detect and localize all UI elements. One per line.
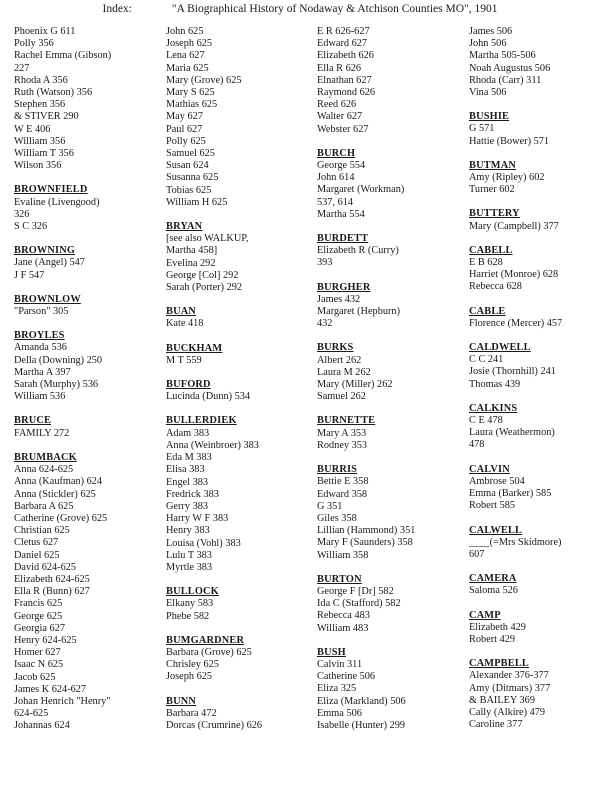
index-entry: David 624-625 xyxy=(14,561,77,573)
surname-heading: CAMP xyxy=(469,609,501,621)
index-entry: ____(=Mrs Skidmore) xyxy=(469,536,562,548)
surname-heading: BUNN xyxy=(166,695,196,707)
section-gap xyxy=(469,99,562,111)
surname-heading: CAMPBELL xyxy=(469,658,529,670)
index-entry: Josie (Thornhill) 241 xyxy=(469,366,556,378)
index-entry: William 358 xyxy=(317,549,369,561)
index-entry: 624-625 xyxy=(14,708,49,720)
index-entry: Lucinda (Dunn) 534 xyxy=(166,391,251,403)
section-gap xyxy=(317,452,415,464)
index-entry: Hattie (Bower) 571 xyxy=(469,135,550,147)
index-entry: Fredrick 383 xyxy=(166,488,219,500)
index-entry: Paul 627 xyxy=(166,123,203,135)
index-entry: Ella R (Bunn) 627 xyxy=(14,586,90,598)
surname-heading: BUTTERY xyxy=(469,208,520,220)
index-entry: Rodney 353 xyxy=(317,439,368,451)
index-entry: Tobias 625 xyxy=(166,184,212,196)
index-entry: Engel 383 xyxy=(166,476,209,488)
index-entry: Mary A 353 xyxy=(317,427,367,439)
index-entry: James 432 xyxy=(317,293,361,305)
surname-heading: BRUMBACK xyxy=(14,451,77,463)
section-gap xyxy=(317,221,415,233)
surname-heading: BROWNFIELD xyxy=(14,184,88,196)
surname-heading: BROWNLOW xyxy=(14,293,81,305)
index-entry: John 625 xyxy=(166,26,204,37)
index-column-1 xyxy=(14,26,111,733)
index-entry: Henry 383 xyxy=(166,525,210,537)
index-entry: Margaret (Hepburn) xyxy=(317,306,401,318)
index-entry: Edward 358 xyxy=(317,488,368,500)
surname-heading: BULLERDIEK xyxy=(166,415,237,427)
section-gap xyxy=(166,294,262,306)
index-entry: Edward 627 xyxy=(317,38,368,50)
index-entry: S C 326 xyxy=(14,221,48,233)
index-entry: Mary (Campbell) 377 xyxy=(469,220,559,232)
section-gap xyxy=(14,440,111,452)
index-entry: Ambrose 504 xyxy=(469,475,525,487)
index-entry: Webster 627 xyxy=(317,123,369,135)
index-entry: Lena 627 xyxy=(166,50,205,62)
index-entry: "Parson" 305 xyxy=(14,306,69,318)
index-entry: Harriet (Monroe) 628 xyxy=(469,269,559,281)
index-entry: Samuel 262 xyxy=(317,391,366,403)
index-entry: William H 625 xyxy=(166,196,228,208)
section-gap xyxy=(14,233,111,245)
surname-heading: BUSH xyxy=(317,646,346,658)
index-entry: J F 547 xyxy=(14,269,45,281)
index-entry: William 536 xyxy=(14,391,66,403)
index-entry: Robert 585 xyxy=(469,500,516,512)
index-entry: 227 xyxy=(14,62,30,74)
surname-heading: CALKINS xyxy=(469,402,518,414)
index-entry: John 614 xyxy=(317,172,355,184)
index-entry: Ruth (Watson) 356 xyxy=(14,87,93,99)
index-entry: Kate 418 xyxy=(166,318,204,330)
index-column-3 xyxy=(317,26,415,732)
surname-heading: BURNETTE xyxy=(317,415,376,427)
index-entry: Mary F (Saunders) 358 xyxy=(317,537,413,549)
index-entry: Saloma 526 xyxy=(469,585,518,597)
index-entry: William T 356 xyxy=(14,148,74,160)
index-entry: [see also WALKUP, xyxy=(166,233,249,245)
surname-heading: BULLOCK xyxy=(166,586,219,598)
index-entry: & STIVER 290 xyxy=(14,111,79,123)
book-title: "A Biographical History of Nodaway & Atchison Counties MO", 1901 xyxy=(171,3,498,15)
index-entry: Phebe 582 xyxy=(166,610,210,622)
index-entry: Eliza 325 xyxy=(317,683,357,695)
index-entry: Jacob 625 xyxy=(14,671,56,683)
index-entry: Sarah (Murphy) 536 xyxy=(14,379,99,391)
index-entry: G 351 xyxy=(317,500,343,512)
index-entry: Cletus 627 xyxy=(14,537,59,549)
index-entry: 478 xyxy=(469,439,485,451)
index-entry: George F [Dr] 582 xyxy=(317,585,394,597)
section-gap xyxy=(469,452,562,464)
surname-heading: BUTMAN xyxy=(469,159,516,171)
index-entry: Myrtle 383 xyxy=(166,561,213,573)
index-entry: FAMILY 272 xyxy=(14,427,70,439)
index-entry: Florence (Mercer) 457 xyxy=(469,317,563,329)
index-entry: Rachel Emma (Gibson) xyxy=(14,50,112,62)
index-entry: Mary (Grove) 625 xyxy=(166,74,242,86)
surname-heading: BURKS xyxy=(317,342,354,354)
section-gap xyxy=(166,331,262,343)
index-entry: Anna (Weinbroer) 383 xyxy=(166,439,259,451)
index-entry: Rhoda A 356 xyxy=(14,74,68,86)
index-entry: C C 241 xyxy=(469,354,504,366)
section-gap xyxy=(317,136,415,148)
index-entry: Rebecca 483 xyxy=(317,610,370,622)
index-entry: Stephen 356 xyxy=(14,99,66,111)
section-gap xyxy=(469,513,562,525)
index-entry: Elizabeth 626 xyxy=(317,50,374,62)
index-entry: Amy (Ripley) 602 xyxy=(469,172,545,184)
index-entry: Barbara 472 xyxy=(166,707,217,719)
index-entry: Joseph 625 xyxy=(166,38,213,50)
index-entry: Turner 602 xyxy=(469,184,515,196)
surname-heading: BURDETT xyxy=(317,233,369,245)
index-entry: Margaret (Workman) xyxy=(317,184,405,196)
index-entry: Ella R 626 xyxy=(317,62,362,74)
section-gap xyxy=(469,330,562,342)
index-entry: Joseph 625 xyxy=(166,671,213,683)
index-entry: Jane (Angel) 547 xyxy=(14,257,85,269)
index-entry: May 627 xyxy=(166,111,203,123)
index-entry: Evaline (Livengood) xyxy=(14,196,100,208)
index-entry: Daniel 625 xyxy=(14,549,60,561)
index-entry: Dorcas (Crumrine) 626 xyxy=(166,719,263,731)
index-entry: Barbara (Grove) 625 xyxy=(166,646,252,658)
index-entry: Mary (Miller) 262 xyxy=(317,379,393,391)
index-entry: Calvin 311 xyxy=(317,658,363,670)
index-entry: Alexander 376-377 xyxy=(469,670,549,682)
index-entry: G 571 xyxy=(469,123,495,135)
index-entry: Walter 627 xyxy=(317,111,363,123)
index-entry: Elizabeth 429 xyxy=(469,621,526,633)
index-entry: Susan 624 xyxy=(166,160,209,172)
index-entry: Thomas 439 xyxy=(469,378,521,390)
index-entry: Henry 624-625 xyxy=(14,634,77,646)
surname-heading: BURGHER xyxy=(317,281,371,293)
index-entry: John 506 xyxy=(469,38,507,50)
index-entry: George [Col] 292 xyxy=(166,269,239,281)
surname-heading: BURRIS xyxy=(317,464,358,476)
surname-heading: CALVIN xyxy=(469,463,510,475)
index-entry: Rhoda (Carr) 311 xyxy=(469,74,542,86)
surname-heading: BURTON xyxy=(317,573,362,585)
index-entry: George 625 xyxy=(14,610,63,622)
section-gap xyxy=(14,282,111,294)
index-entry: Amanda 536 xyxy=(14,342,67,354)
index-entry: Albert 262 xyxy=(317,354,362,366)
index-entry: 537, 614 xyxy=(317,196,354,208)
section-gap xyxy=(317,635,415,647)
index-entry: Harry W F 383 xyxy=(166,513,229,525)
index-entry: Sarah (Porter) 292 xyxy=(166,282,243,294)
index-entry: W E 406 xyxy=(14,123,51,135)
index-entry: Lulu T 383 xyxy=(166,549,212,561)
section-gap xyxy=(166,574,262,586)
index-entry: Johannas 624 xyxy=(14,720,70,732)
index-entry: Susanna 625 xyxy=(166,172,219,184)
section-gap xyxy=(469,598,562,610)
index-entry: Reed 626 xyxy=(317,99,357,111)
index-entry: James K 624-627 xyxy=(14,683,87,695)
index-entry: Amy (Ditmars) 377 xyxy=(469,682,551,694)
index-entry: 393 xyxy=(317,257,333,269)
index-entry: Laura (Weathermon) xyxy=(469,427,555,439)
index-entry: Elkany 583 xyxy=(166,598,214,610)
index-entry: Maria 625 xyxy=(166,62,209,74)
index-entry: Phoenix G 611 xyxy=(14,26,76,37)
index-entry: Elizabeth R (Curry) xyxy=(317,245,399,257)
section-gap xyxy=(317,562,415,574)
index-entry: Anna (Stickler) 625 xyxy=(14,488,96,500)
surname-heading: CAMERA xyxy=(469,573,517,585)
surname-heading: CALWELL xyxy=(469,524,523,536)
index-entry: Anna (Kaufman) 624 xyxy=(14,476,103,488)
index-entry: Laura M 262 xyxy=(317,366,371,378)
section-gap xyxy=(166,367,262,379)
index-entry: Bettie E 358 xyxy=(317,476,369,488)
index-entry: Martha A 397 xyxy=(14,366,71,378)
section-gap xyxy=(469,196,562,208)
index-entry: Isabelle (Hunter) 299 xyxy=(317,719,406,731)
section-gap xyxy=(14,172,111,184)
index-entry: Samuel 625 xyxy=(166,148,215,160)
index-entry: E R 626-627 xyxy=(317,26,370,37)
section-gap xyxy=(166,209,262,221)
index-entry: Georgia 627 xyxy=(14,622,65,634)
index-entry: George 554 xyxy=(317,160,366,172)
section-gap xyxy=(317,403,415,415)
surname-heading: BUCKHAM xyxy=(166,342,223,354)
index-entry: Barbara A 625 xyxy=(14,500,74,512)
index-entry: Christian 625 xyxy=(14,525,70,537)
section-gap xyxy=(469,148,562,160)
section-gap xyxy=(469,233,562,245)
section-gap xyxy=(469,646,562,658)
surname-heading: BROWNING xyxy=(14,245,76,257)
section-gap xyxy=(14,318,111,330)
index-entry: Elizabeth 624-625 xyxy=(14,573,90,585)
surname-heading: CABELL xyxy=(469,244,513,256)
index-entry: Adam 383 xyxy=(166,427,210,439)
index-entry: Martha 554 xyxy=(317,208,365,220)
index-entry: Noah Augustus 506 xyxy=(469,62,551,74)
index-entry: Mary S 625 xyxy=(166,87,215,99)
index-entry: Evelina 292 xyxy=(166,257,216,269)
index-entry: E B 628 xyxy=(469,257,503,269)
surname-heading: BURCH xyxy=(317,147,356,159)
surname-heading: BRUCE xyxy=(14,415,52,427)
surname-heading: BUFORD xyxy=(166,379,211,391)
index-entry: Emma (Barker) 585 xyxy=(469,488,552,500)
index-entry: Ida C (Stafford) 582 xyxy=(317,598,401,610)
surname-heading: CABLE xyxy=(469,305,506,317)
index-entry: Catherine 506 xyxy=(317,671,376,683)
section-gap xyxy=(469,294,562,306)
index-entry: Robert 429 xyxy=(469,633,516,645)
section-gap xyxy=(469,391,562,403)
page-header xyxy=(0,3,600,15)
index-entry: & BAILEY 369 xyxy=(469,694,535,706)
index-column-2 xyxy=(166,26,262,732)
surname-heading: BRYAN xyxy=(166,221,203,233)
index-entry: Wilson 356 xyxy=(14,160,62,172)
index-entry: Lillian (Hammond) 351 xyxy=(317,525,416,537)
surname-heading: CALDWELL xyxy=(469,342,531,354)
index-entry: 432 xyxy=(317,318,333,330)
index-entry: Anna 624-625 xyxy=(14,464,74,476)
index-entry: Gerry 383 xyxy=(166,500,209,512)
surname-heading: BUMGARDNER xyxy=(166,634,245,646)
index-entry: Giles 358 xyxy=(317,512,357,524)
index-entry: Della (Downing) 250 xyxy=(14,354,103,366)
index-entry: Elisa 383 xyxy=(166,464,205,476)
index-entry: Caroline 377 xyxy=(469,719,523,731)
index-entry: Polly 356 xyxy=(14,38,54,50)
index-entry: M T 559 xyxy=(166,354,202,366)
index-entry: Chrisley 625 xyxy=(166,659,219,671)
section-gap xyxy=(317,330,415,342)
index-entry: Rebecca 628 xyxy=(469,281,522,293)
index-entry: Polly 625 xyxy=(166,135,206,147)
surname-heading: BUSHIE xyxy=(469,111,510,123)
index-entry: Raymond 626 xyxy=(317,87,376,99)
index-entry: Cally (Alkire) 479 xyxy=(469,706,546,718)
section-gap xyxy=(166,403,262,415)
index-label: Index: xyxy=(102,3,132,15)
section-gap xyxy=(166,623,262,635)
surname-heading: BROYLES xyxy=(14,330,65,342)
section-gap xyxy=(469,561,562,573)
index-entry: Vina 506 xyxy=(469,87,507,99)
index-entry: Eda M 383 xyxy=(166,452,212,464)
index-entry: Martha 458] xyxy=(166,245,218,257)
index-entry: 607 xyxy=(469,548,485,560)
section-gap xyxy=(14,403,111,415)
surname-heading: BUAN xyxy=(166,306,196,318)
index-entry: William 356 xyxy=(14,135,66,147)
index-entry: Homer 627 xyxy=(14,647,61,659)
index-entry: William 483 xyxy=(317,622,369,634)
section-gap xyxy=(317,270,415,282)
index-entry: 326 xyxy=(14,208,30,220)
index-entry: James 506 xyxy=(469,26,513,37)
index-column-4 xyxy=(469,26,562,731)
section-gap xyxy=(166,684,262,696)
index-entry: C E 478 xyxy=(469,415,503,427)
index-entry: Catherine (Grove) 625 xyxy=(14,512,108,524)
index-entry: Johan Henrich "Henry" xyxy=(14,695,111,707)
index-entry: Francis 625 xyxy=(14,598,63,610)
index-entry: Louisa (Vohl) 383 xyxy=(166,537,241,549)
index-entry: Elnathan 627 xyxy=(317,74,372,86)
index-entry: Isaac N 625 xyxy=(14,659,64,671)
index-entry: Eliza (Markland) 506 xyxy=(317,695,406,707)
index-entry: Mathias 625 xyxy=(166,99,218,111)
index-entry: Emma 506 xyxy=(317,707,362,719)
index-entry: Martha 505-506 xyxy=(469,50,536,62)
